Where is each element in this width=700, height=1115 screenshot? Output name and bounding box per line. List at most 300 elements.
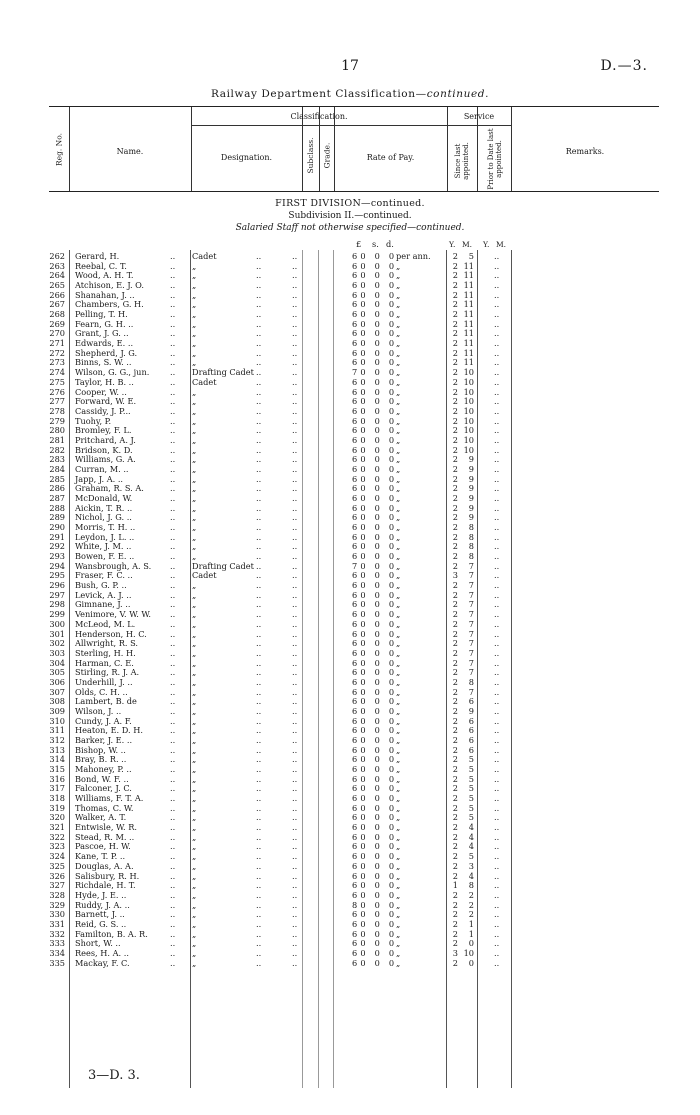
service-months: 4	[468, 822, 474, 833]
service-years: 2	[452, 870, 458, 881]
staff-name: Fraser, F. C. ..	[75, 570, 133, 581]
designation: „	[192, 715, 197, 726]
designation: „	[192, 870, 197, 881]
leader-dots: ..	[170, 367, 176, 378]
reg-no: 326	[49, 870, 65, 881]
leader-dots: ..	[494, 754, 500, 765]
designation: „	[192, 493, 197, 503]
leader-dots: ..	[292, 705, 298, 716]
leader-dots: ..	[494, 657, 500, 668]
leader-dots: ..	[170, 657, 176, 668]
staff-name: Pascoe, H. W.	[75, 841, 131, 852]
pay-period: „	[396, 338, 401, 349]
reg-no: 319	[49, 802, 65, 813]
pay-period: „	[396, 560, 401, 571]
leader-dots: ..	[292, 367, 298, 378]
designation: „	[192, 531, 197, 542]
staff-heading: Salaried Staff not otherwise specified—continued.	[235, 223, 465, 233]
leader-dots: ..	[256, 918, 262, 929]
leader-dots: ..	[494, 889, 500, 900]
reg-no: 306	[49, 676, 65, 687]
service-years: 2	[452, 425, 458, 436]
pay-period: „	[396, 357, 401, 368]
reg-no: 275	[49, 376, 65, 387]
service-months: 7	[468, 618, 474, 629]
leader-dots: ..	[256, 560, 262, 571]
leader-dots: ..	[170, 822, 176, 833]
leader-dots: ..	[494, 947, 500, 958]
reg-no: 295	[49, 570, 65, 581]
leader-dots: ..	[256, 541, 262, 552]
leader-dots: ..	[292, 280, 298, 291]
reg-no: 267	[49, 299, 65, 310]
reg-no: 315	[49, 764, 65, 775]
pay-period: „	[396, 802, 401, 813]
pay-period: „	[396, 609, 401, 620]
leader-dots: ..	[494, 357, 500, 368]
reg-no: 286	[49, 483, 65, 494]
service-years: 2	[452, 309, 458, 320]
leader-dots: ..	[292, 696, 298, 707]
reg-no: 329	[49, 899, 65, 910]
leader-dots: ..	[256, 735, 262, 745]
leader-dots: ..	[256, 405, 262, 416]
designation: „	[192, 347, 197, 358]
leader-dots: ..	[256, 628, 262, 639]
designation: „	[192, 812, 197, 823]
service-years: 2	[452, 957, 458, 968]
signature-mark: 3—D. 3.	[88, 1068, 140, 1083]
leader-dots: ..	[170, 251, 176, 261]
reg-no: 273	[49, 357, 65, 368]
rate-of-pay: 60 0 0	[352, 473, 398, 484]
staff-name: Walker, A. T.	[75, 812, 127, 823]
staff-name: Wilson, J. ..	[75, 705, 122, 716]
reg-no: 308	[49, 696, 65, 707]
leader-dots: ..	[494, 589, 500, 600]
service-years: 2	[452, 512, 458, 523]
service-months: 11	[463, 270, 474, 281]
leader-dots: ..	[292, 357, 298, 368]
leader-dots: ..	[170, 667, 176, 678]
unit-labels-row	[0, 240, 700, 250]
leader-dots: ..	[494, 396, 500, 407]
shilling-label: s.	[372, 239, 379, 249]
staff-name: Taylor, H. B. ..	[75, 376, 134, 387]
designation: „	[192, 338, 197, 349]
designation: „	[192, 289, 197, 300]
service-years: 2	[452, 580, 458, 591]
reg-no: 333	[49, 938, 65, 949]
service-years: 2	[452, 735, 458, 745]
leader-dots: ..	[494, 609, 500, 620]
designation: „	[192, 899, 197, 910]
pay-period: „	[396, 270, 401, 281]
service-months: 5	[468, 812, 474, 823]
staff-name: Mackay, F. C.	[75, 957, 130, 968]
staff-name: Underhill, J. ..	[75, 676, 133, 687]
leader-dots: ..	[170, 618, 176, 629]
staff-name: Japp, J. A. ..	[75, 473, 124, 484]
rate-of-pay: 60 0 0	[352, 609, 398, 620]
reg-no: 300	[49, 618, 65, 629]
pay-period: „	[396, 841, 401, 852]
leader-dots: ..	[256, 676, 262, 687]
designation: „	[192, 938, 197, 949]
leader-dots: ..	[256, 657, 262, 668]
leader-dots: ..	[494, 483, 500, 494]
service-years: 2	[452, 793, 458, 804]
staff-name: Kane, T. P. ..	[75, 851, 126, 862]
leader-dots: ..	[170, 909, 176, 920]
reg-no: 314	[49, 754, 65, 765]
leader-dots: ..	[256, 289, 262, 300]
service-months: 11	[463, 318, 474, 329]
leader-dots: ..	[292, 599, 298, 610]
reg-no: 265	[49, 280, 65, 291]
reg-no: 328	[49, 889, 65, 900]
leader-dots: ..	[256, 860, 262, 871]
designation: Cadet	[192, 376, 217, 387]
leader-dots: ..	[292, 434, 298, 445]
staff-name: Sterling, H. H.	[75, 647, 136, 658]
reg-no: 325	[49, 860, 65, 871]
leader-dots: ..	[170, 812, 176, 823]
service-months: 10	[463, 425, 474, 436]
reg-no: 269	[49, 318, 65, 329]
service-months: 0	[468, 957, 474, 968]
staff-name: Rees, H. A. ..	[75, 947, 129, 958]
rate-of-pay: 60 0 0	[352, 415, 398, 426]
staff-name: Familton, B. A. R.	[75, 928, 148, 939]
staff-name: Allwright, R. S.	[75, 638, 138, 649]
rate-of-pay: 60 0 0	[352, 705, 398, 716]
designation: „	[192, 502, 197, 513]
reg-no: 270	[49, 328, 65, 339]
designation: „	[192, 589, 197, 600]
reg-no: 323	[49, 841, 65, 852]
leader-dots: ..	[292, 376, 298, 387]
pay-period: „	[396, 551, 401, 562]
leader-dots: ..	[292, 841, 298, 852]
pay-period: „	[396, 764, 401, 775]
service-months: 11	[463, 338, 474, 349]
pay-period: „	[396, 289, 401, 300]
designation: Cadet	[192, 251, 217, 261]
staff-name: Shanahan, J. ..	[75, 289, 135, 300]
leader-dots: ..	[170, 676, 176, 687]
leader-dots: ..	[256, 260, 262, 271]
leader-dots: ..	[494, 880, 500, 891]
service-years: 2	[452, 376, 458, 387]
rate-of-pay: 60 0 0	[352, 493, 398, 503]
service-years: 2	[452, 609, 458, 620]
leader-dots: ..	[494, 831, 500, 842]
rate-of-pay: 60 0 0	[352, 831, 398, 842]
leader-dots: ..	[292, 396, 298, 407]
reg-no: 307	[49, 686, 65, 697]
leader-dots: ..	[170, 705, 176, 716]
leader-dots: ..	[292, 938, 298, 949]
leader-dots: ..	[292, 463, 298, 474]
leader-dots: ..	[170, 928, 176, 939]
reg-no: 268	[49, 309, 65, 320]
reg-no: 332	[49, 928, 65, 939]
rate-of-pay: 60 0 0	[352, 454, 398, 465]
leader-dots: ..	[256, 299, 262, 310]
service-years: 2	[452, 638, 458, 649]
leader-dots: ..	[170, 609, 176, 620]
header-service: Service	[463, 112, 495, 121]
leader-dots: ..	[256, 802, 262, 813]
leader-dots: ..	[256, 512, 262, 523]
rate-of-pay: 60 0 0	[352, 647, 398, 658]
rate-of-pay: 60 0 0	[352, 502, 398, 513]
leader-dots: ..	[170, 454, 176, 465]
service-months: 8	[468, 676, 474, 687]
staff-name: Barnett, J. ..	[75, 909, 125, 920]
service-years: 2	[452, 686, 458, 697]
service-months: 8	[468, 541, 474, 552]
leader-dots: ..	[256, 609, 262, 620]
designation: Cadet	[192, 570, 217, 581]
service-years: 2	[452, 754, 458, 765]
leader-dots: ..	[170, 357, 176, 368]
leader-dots: ..	[494, 338, 500, 349]
service-years: 2	[452, 918, 458, 929]
staff-name: Hyde, J. E. ..	[75, 889, 127, 900]
leader-dots: ..	[494, 647, 500, 658]
reg-no: 324	[49, 851, 65, 862]
leader-dots: ..	[494, 928, 500, 939]
leader-dots: ..	[170, 444, 176, 455]
pay-period: „	[396, 425, 401, 436]
service-months: 10	[463, 444, 474, 455]
leader-dots: ..	[292, 638, 298, 649]
pay-period: „	[396, 686, 401, 697]
leader-dots: ..	[292, 512, 298, 523]
rate-of-pay: 60 0 0	[352, 764, 398, 775]
leader-dots: ..	[256, 686, 262, 697]
designation: „	[192, 696, 197, 707]
service-years: 2	[452, 347, 458, 358]
reg-no: 283	[49, 454, 65, 465]
service-months: 7	[468, 589, 474, 600]
service-months: 6	[468, 735, 474, 745]
designation: „	[192, 328, 197, 339]
leader-dots: ..	[170, 473, 176, 484]
leader-dots: ..	[494, 463, 500, 474]
leader-dots: ..	[256, 347, 262, 358]
leader-dots: ..	[494, 773, 500, 784]
header-prior-to-date: Prior to Date last appointed.	[487, 128, 503, 190]
years-prior-label: Y.	[483, 240, 490, 249]
leader-dots: ..	[494, 425, 500, 436]
pay-period: „	[396, 822, 401, 833]
designation: „	[192, 957, 197, 968]
pay-period: „	[396, 918, 401, 929]
leader-dots: ..	[494, 599, 500, 610]
reg-no: 266	[49, 289, 65, 300]
staff-name: Chambers, G. H.	[75, 299, 144, 310]
leader-dots: ..	[256, 483, 262, 494]
service-months: 10	[463, 947, 474, 958]
rate-of-pay: 60 0 0	[352, 870, 398, 881]
rate-of-pay: 60 0 0	[352, 909, 398, 920]
pay-period: „	[396, 415, 401, 426]
pay-period: „	[396, 396, 401, 407]
leader-dots: ..	[170, 531, 176, 542]
leader-dots: ..	[256, 938, 262, 949]
rate-of-pay: 60 0 0	[352, 618, 398, 629]
table-row	[0, 959, 700, 969]
leader-dots: ..	[256, 580, 262, 591]
pay-period: „	[396, 512, 401, 523]
leader-dots: ..	[256, 638, 262, 649]
designation: „	[192, 405, 197, 416]
page-title	[0, 88, 700, 100]
leader-dots: ..	[292, 725, 298, 736]
designation: „	[192, 889, 197, 900]
service-years: 2	[452, 851, 458, 862]
designation: „	[192, 754, 197, 765]
leader-dots: ..	[170, 493, 176, 503]
service-months: 11	[463, 347, 474, 358]
leader-dots: ..	[170, 841, 176, 852]
rate-of-pay: 60 0 0	[352, 405, 398, 416]
staff-name: Gimnane, J. ..	[75, 599, 131, 610]
leader-dots: ..	[170, 647, 176, 658]
reg-no: 298	[49, 599, 65, 610]
designation: „	[192, 280, 197, 291]
designation: „	[192, 463, 197, 474]
rate-of-pay: 60 0 0	[352, 918, 398, 929]
leader-dots: ..	[256, 618, 262, 629]
reg-no: 282	[49, 444, 65, 455]
leader-dots: ..	[256, 454, 262, 465]
header-name: Name.	[116, 147, 144, 156]
service-years: 2	[452, 270, 458, 281]
rate-of-pay: 60 0 0	[352, 589, 398, 600]
designation: „	[192, 831, 197, 842]
pay-period: „	[396, 667, 401, 678]
rate-of-pay: 60 0 0	[352, 425, 398, 436]
leader-dots: ..	[170, 725, 176, 736]
leader-dots: ..	[256, 376, 262, 387]
leader-dots: ..	[494, 764, 500, 775]
designation: „	[192, 425, 197, 436]
leader-dots: ..	[170, 889, 176, 900]
service-months: 11	[463, 299, 474, 310]
leader-dots: ..	[292, 676, 298, 687]
leader-dots: ..	[494, 812, 500, 823]
service-years: 2	[452, 386, 458, 397]
designation: „	[192, 483, 197, 494]
reg-no: 322	[49, 831, 65, 842]
leader-dots: ..	[170, 628, 176, 639]
header-designation: Designation.	[220, 153, 273, 162]
leader-dots: ..	[292, 764, 298, 775]
reg-no: 296	[49, 580, 65, 591]
staff-name: Ruddy, J. A. ..	[75, 899, 130, 910]
leader-dots: ..	[170, 957, 176, 968]
reg-no: 271	[49, 338, 65, 349]
pay-period: „	[396, 860, 401, 871]
rate-of-pay: 60 0 0	[352, 386, 398, 397]
staff-name: Wilson, G. G., jun.	[75, 367, 150, 378]
title-continued: continued.	[426, 88, 490, 100]
service-months: 4	[468, 870, 474, 881]
leader-dots: ..	[256, 667, 262, 678]
leader-dots: ..	[494, 918, 500, 929]
service-years: 2	[452, 618, 458, 629]
leader-dots: ..	[256, 899, 262, 910]
leader-dots: ..	[170, 270, 176, 281]
designation: „	[192, 580, 197, 591]
leader-dots: ..	[494, 725, 500, 736]
leader-dots: ..	[170, 715, 176, 726]
pay-period: „	[396, 889, 401, 900]
leader-dots: ..	[292, 667, 298, 678]
leader-dots: ..	[494, 541, 500, 552]
leader-dots: ..	[292, 531, 298, 542]
document-reference: D.—3.	[600, 58, 648, 74]
service-years: 2	[452, 725, 458, 736]
header-since-last: Since last appointed.	[454, 142, 470, 180]
staff-name: Tuohy, P.	[75, 415, 112, 426]
leader-dots: ..	[256, 928, 262, 939]
pay-period: „	[396, 938, 401, 949]
leader-dots: ..	[292, 822, 298, 833]
pay-period: „	[396, 725, 401, 736]
service-months: 7	[468, 686, 474, 697]
service-years: 2	[452, 444, 458, 455]
service-years: 2	[452, 909, 458, 920]
designation: „	[192, 318, 197, 329]
leader-dots: ..	[494, 638, 500, 649]
leader-dots: ..	[494, 686, 500, 697]
pay-period: „	[396, 647, 401, 658]
designation: „	[192, 918, 197, 929]
leader-dots: ..	[292, 541, 298, 552]
header-reg-no: Reg. No.	[54, 133, 64, 166]
table-row	[0, 620, 700, 630]
designation: „	[192, 618, 197, 629]
leader-dots: ..	[494, 705, 500, 716]
pay-period: „	[396, 502, 401, 513]
designation: „	[192, 744, 197, 755]
rate-of-pay: 70 0 0	[352, 560, 398, 571]
staff-name: Reid, G. S. ..	[75, 918, 127, 929]
service-months: 9	[468, 454, 474, 465]
service-years: 2	[452, 551, 458, 562]
rate-of-pay: 60 0 0	[352, 347, 398, 358]
pay-period: „	[396, 309, 401, 320]
service-years: 2	[452, 822, 458, 833]
designation: „	[192, 647, 197, 658]
service-years: 2	[452, 696, 458, 707]
leader-dots: ..	[170, 289, 176, 300]
service-years: 2	[452, 289, 458, 300]
designation: „	[192, 434, 197, 445]
leader-dots: ..	[256, 744, 262, 755]
leader-dots: ..	[292, 812, 298, 823]
service-months: 5	[468, 754, 474, 765]
leader-dots: ..	[292, 483, 298, 494]
staff-name: Lambert, B. de	[75, 696, 137, 707]
leader-dots: ..	[170, 580, 176, 591]
rate-of-pay: 60 0 0	[352, 725, 398, 736]
